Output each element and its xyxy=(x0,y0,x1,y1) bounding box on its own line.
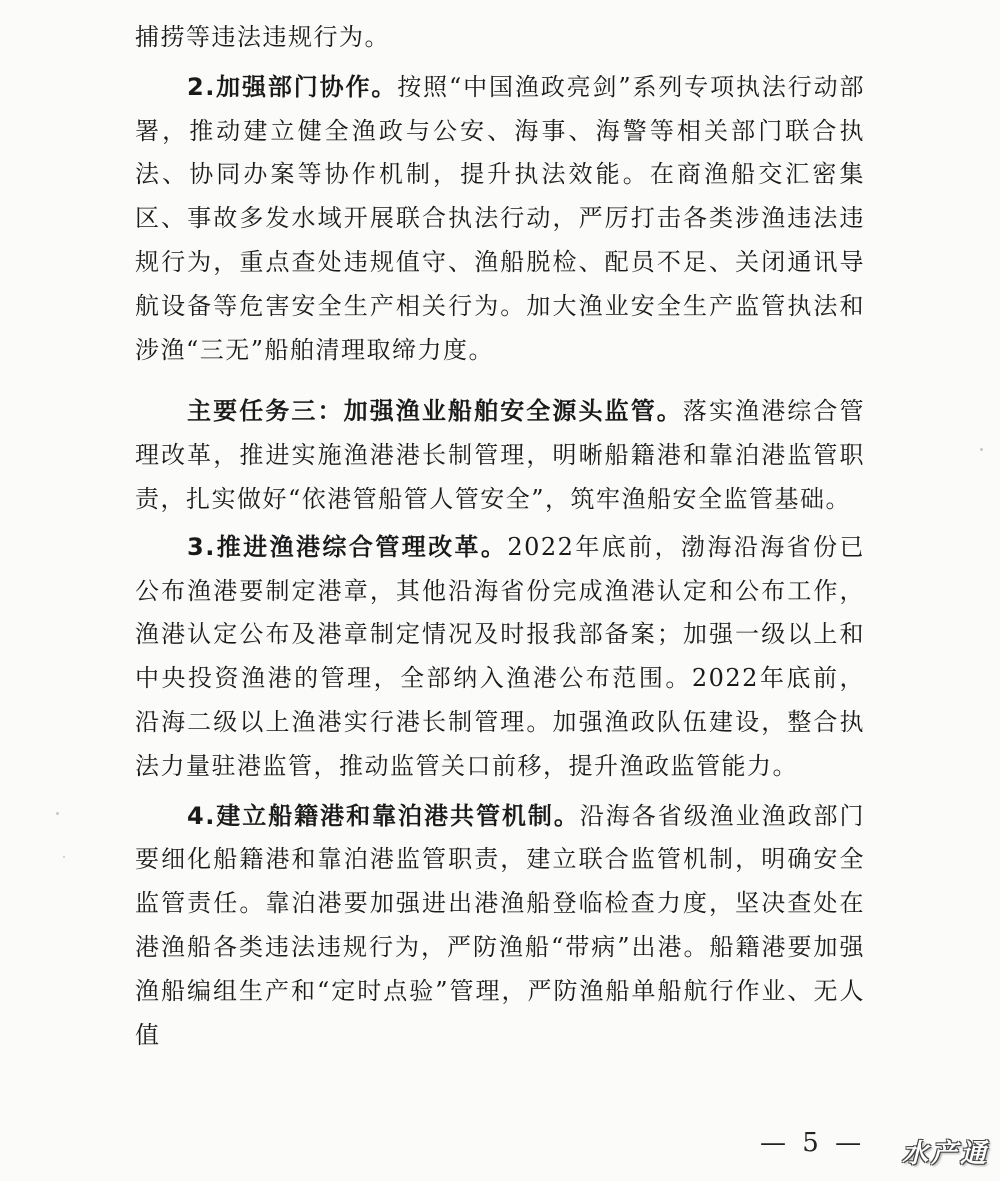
scan-speck xyxy=(980,448,983,451)
paragraph-text: 2022年底前，渤海沿海省份已公布渔港要制定港章，其他沿海省份完成渔港认定和公布工作，渔港认定公布及港章制定情况及时报我部备案；加强一级以上和中央投资渔港的管理，全部纳入渔港公布范围。2022年底前，沿海二级以上渔港实行港长制管理。加强渔政队伍建设，整合执法力量驻港监管，推动监管关口前移，提升渔政监管能力。 xyxy=(135,532,865,780)
paragraph-text: 沿海各省级渔业渔政部门要细化船籍港和靠泊港监管职责，建立联合监管机制，明确安全监管责任。靠泊港要加强进出港渔船登临检查力度，坚决查处在港渔船各类违法违规行为，严防渔船“带病”出港。船籍港要加强渔船编组生产和“定时点验”管理，严防渔船单船航行作业、无人值 xyxy=(135,801,865,1049)
paragraph-section-4 xyxy=(135,795,865,1058)
section-heading: 4.建立船籍港和靠泊港共管机制。 xyxy=(187,801,580,830)
paragraph-section-3 xyxy=(135,526,865,789)
scan-speck xyxy=(63,856,65,858)
paragraph-task-3 xyxy=(135,390,865,521)
page-number: — 5 — xyxy=(760,1128,866,1158)
paragraph-section-2 xyxy=(135,66,865,373)
paragraph-text: 落实渔港综合管理改革，推进实施渔港港长制管理，明晰船籍港和靠泊港监管职责，扎实做好“依港管船管人管安全”，筑牢渔船安全监管基础。 xyxy=(135,397,866,513)
document-body xyxy=(135,16,865,1057)
section-heading: 2.加强部门协作。 xyxy=(187,72,398,101)
paragraph-intro xyxy=(135,16,865,60)
section-heading: 主要任务三：加强渔业船舶安全源头监管。 xyxy=(187,397,683,426)
paragraph-text: 按照“中国渔政亮剑”系列专项执法行动部署，推动建立健全渔政与公安、海事、海警等相关部门联合执法、协同办案等协作机制，提升执法效能。在商渔船交汇密集区、事故多发水域开展联合执法行动，严厉打击各类涉渔违法违规行为，重点查处违规值守、渔船脱检、配员不足、关闭通讯导航设备等危害安全生产相关行为。加大渔业安全生产监管执法和涉渔“三无”船舶清理取缔力度。 xyxy=(135,72,865,364)
scan-speck xyxy=(56,812,59,815)
section-heading: 3.推进渔港综合管理改革。 xyxy=(187,532,508,561)
watermark-logo: 水产通 xyxy=(902,1139,990,1169)
paragraph-text: 捕捞等违法违规行为。 xyxy=(135,23,390,51)
